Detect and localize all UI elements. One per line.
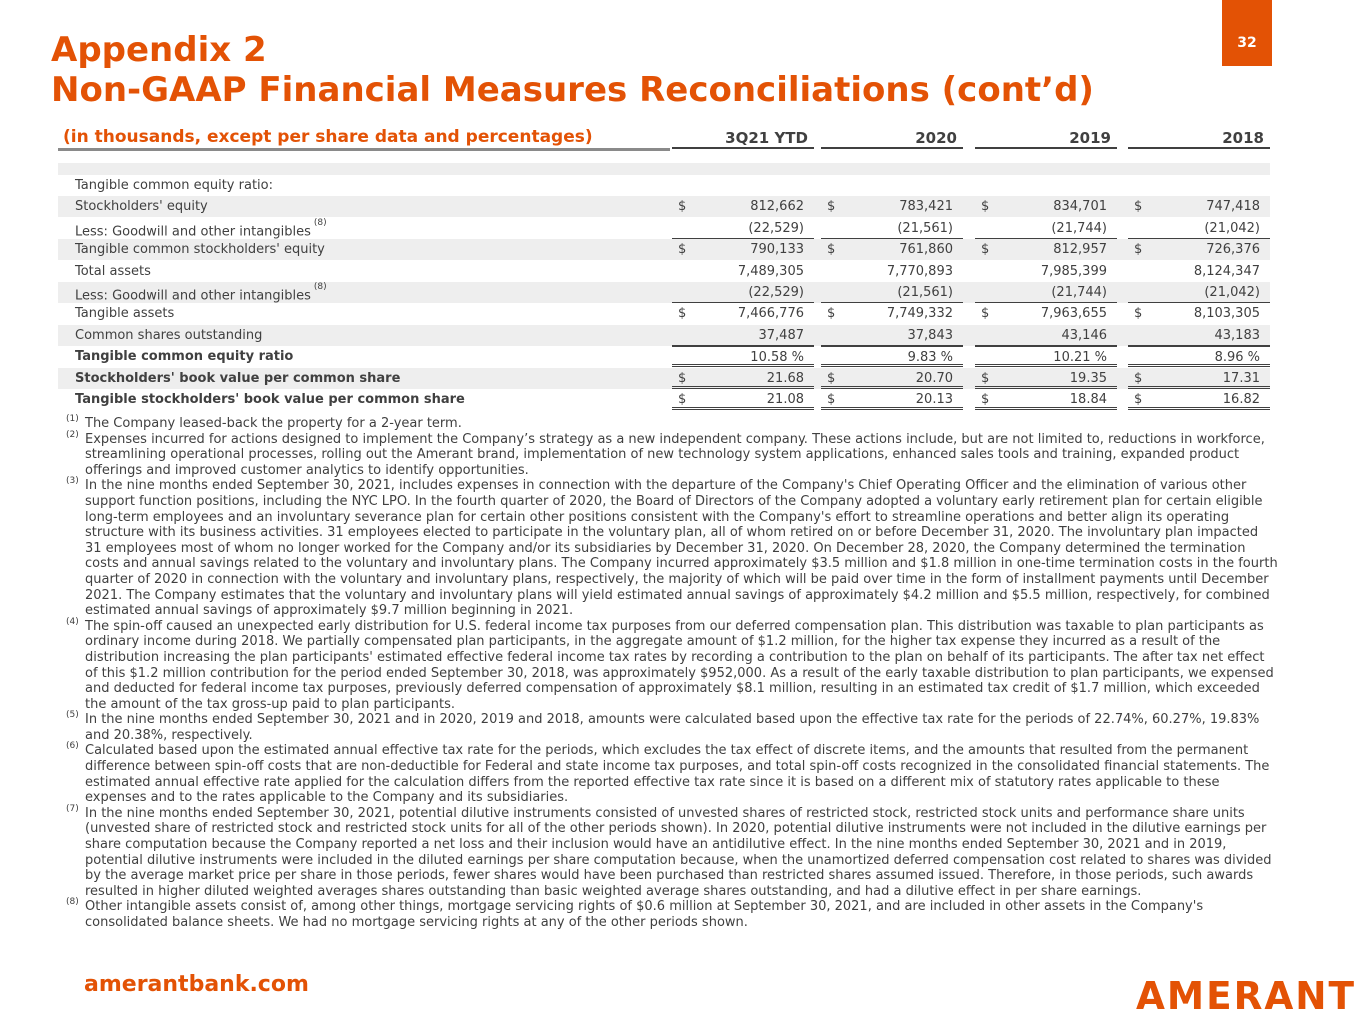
row-label (75, 346, 293, 367)
table-row (58, 261, 1270, 282)
cell-value: 812,957 (1053, 242, 1107, 258)
table-row (58, 346, 1270, 367)
table-cell (672, 196, 814, 217)
footnote-text: Expenses incurred for actions designed to implement the Company’s strategy as a new independent company. These actions include, but are not limited to, reductions in workforce, streamlining operational processes, rolling out the Amerant brand, implementation of new technology system applications, enhanced sales tools and training, expanded product offerings and improved customer analytics to identify opportunities. (85, 431, 1265, 478)
table-cell (1128, 325, 1270, 346)
page-title (51, 30, 1094, 110)
table-spacer-band (58, 163, 1270, 175)
table-row (58, 218, 1270, 239)
table-cell (1128, 261, 1270, 282)
page-number-badge: 32 (1222, 0, 1272, 66)
cell-value: (21,744) (1051, 220, 1107, 236)
table-cell (975, 218, 1117, 239)
currency-symbol: $ (827, 306, 836, 322)
table-cell (1128, 389, 1270, 410)
table-cell (821, 196, 963, 217)
cell-value: 9.83 % (907, 350, 953, 366)
table-cell (1128, 303, 1270, 324)
currency-symbol: $ (1134, 370, 1143, 386)
currency-symbol: $ (1134, 306, 1143, 322)
cell-value: 7,466,776 (737, 306, 804, 322)
table-cell (1128, 346, 1270, 367)
cell-value: 10.58 % (750, 350, 804, 366)
table-cell (1128, 218, 1270, 239)
cell-value: 19.35 (1069, 370, 1107, 386)
currency-symbol: $ (678, 370, 687, 386)
table-cell (975, 346, 1117, 367)
footnote-marker: (6) (66, 741, 79, 752)
table-cell (821, 389, 963, 410)
table-cell (672, 368, 814, 389)
footnote-marker: (4) (66, 616, 79, 627)
cell-value: 21.68 (766, 370, 804, 386)
cell-value: (21,744) (1051, 285, 1107, 300)
footnote-item (66, 416, 1278, 432)
currency-symbol: $ (678, 199, 687, 215)
currency-symbol: $ (827, 392, 836, 407)
row-label-text: Common shares outstanding (75, 327, 263, 343)
table-row (58, 389, 1270, 410)
subtitle-divider (58, 148, 670, 151)
column-header-2020: 2020 (821, 129, 963, 149)
currency-symbol: $ (981, 242, 990, 258)
cell-value: 783,421 (899, 199, 953, 215)
cell-value: 18.84 (1069, 392, 1107, 407)
table-cell (975, 303, 1117, 324)
table-subtitle: (in thousands, except per share data and percentages) (63, 127, 593, 147)
cell-value: 21.08 (766, 392, 804, 407)
row-label (75, 389, 465, 410)
table-cell (821, 282, 963, 303)
currency-symbol: $ (981, 199, 990, 215)
footnote-text: In the nine months ended September 30, 2021, potential dilutive instruments consisted of unvested shares of restricted stock, restricted stock units and performance share units (unvested share of restricted stock and restricted stock units for all of the other periods shown). In 2020, potential dilutive instruments were not included in the dilutive earnings per share computation because the Company reported a net loss and their inclusion would have an antidilutive effect. In the nine months ended September 30, 2021 and in 2019, potential dilutive instruments were included in the diluted earnings per share computation because, when the unamortized deferred compensation cost related to shares was divided by the average market price per share in those periods, fewer shares would have been purchased than restricted shares assumed issued. Therefore, in those periods, such awards resulted in higher diluted weighted averages shares outstanding than basic weighted average shares outstanding, and had a dilutive effect in per share earnings. (85, 805, 1272, 899)
footnote-text: In the nine months ended September 30, 2021 and in 2020, 2019 and 2018, amounts were calculated based upon the effective tax rate for the periods of 22.74%, 60.27%, 19.83% and 20.38%, respectively. (85, 712, 1260, 743)
currency-symbol: $ (827, 199, 836, 215)
currency-symbol: $ (678, 242, 687, 258)
footnote-marker: (2) (66, 429, 79, 440)
footnote-reference: (8) (313, 282, 327, 292)
footnote-text: Calculated based upon the estimated annual effective tax rate for the periods, which excludes the tax effect of discrete items, and the amounts that resulted from the permanent difference between spin-off costs that are non-deductible for Federal and state income tax purposes, and total spin-off costs recognized in the consolidated financial statements. The estimated annual effective rate applied for the calculation differs from the reported effective tax rate since it is based on a different mix of statutory rates applicable to these expenses and to the rates applicable to the Company and its subsidiaries. (85, 743, 1270, 806)
cell-value: 8,103,305 (1193, 306, 1260, 322)
cell-value: (22,529) (748, 220, 804, 236)
cell-value: 43,146 (1061, 327, 1107, 343)
cell-value: (21,042) (1204, 285, 1260, 300)
row-label-text: Less: Goodwill and other intangibles (75, 288, 311, 304)
footnote-text: The Company leased-back the property for a 2-year term. (85, 416, 462, 431)
table-cell (672, 261, 814, 282)
cell-value: (22,529) (748, 285, 804, 300)
cell-value: (21,561) (897, 285, 953, 300)
cell-value: 761,860 (899, 242, 953, 258)
currency-symbol: $ (827, 242, 836, 258)
table-cell (672, 303, 814, 324)
cell-value: 37,843 (907, 327, 953, 343)
currency-symbol: $ (678, 392, 687, 407)
table-cell (975, 196, 1117, 217)
currency-symbol: $ (981, 306, 990, 322)
table-cell (672, 389, 814, 410)
row-label-text: Total assets (75, 263, 151, 279)
cell-value: 812,662 (750, 199, 804, 215)
currency-symbol: $ (1134, 199, 1143, 215)
footnote-marker: (7) (66, 803, 79, 814)
cell-value: 790,133 (750, 242, 804, 258)
cell-value: 7,963,655 (1040, 306, 1107, 322)
table-cell (1128, 239, 1270, 260)
cell-value: 7,749,332 (886, 306, 953, 322)
row-label-text: Less: Goodwill and other intangibles (75, 224, 311, 240)
row-label (75, 368, 400, 389)
table-cell (821, 218, 963, 239)
amerant-logo (1136, 975, 1358, 1015)
row-label (75, 261, 151, 282)
cell-value: 17.31 (1222, 370, 1260, 386)
row-label-text: Tangible common stockholders' equity (75, 242, 325, 258)
cell-value: (21,042) (1204, 220, 1260, 236)
table-row (58, 368, 1270, 389)
table-cell (672, 218, 814, 239)
row-label-text: Stockholders' equity (75, 199, 208, 215)
table-row (58, 196, 1270, 217)
cell-value: 20.70 (915, 370, 953, 386)
footer-website-link[interactable]: amerantbank.com (84, 972, 309, 997)
table-cell (821, 261, 963, 282)
cell-value: 37,487 (758, 327, 804, 343)
table-row (58, 325, 1270, 346)
table-cell (672, 346, 814, 367)
row-label (75, 325, 262, 346)
cell-value: 834,701 (1053, 199, 1107, 215)
cell-value: 726,376 (1206, 242, 1260, 258)
footnote-item (66, 899, 1278, 930)
footnote-item (66, 712, 1278, 743)
cell-value: 7,985,399 (1040, 263, 1107, 279)
table-cell (975, 368, 1117, 389)
currency-symbol: $ (1134, 242, 1143, 258)
currency-symbol: $ (1134, 392, 1143, 407)
footnote-reference: (8) (313, 217, 327, 228)
cell-value: 7,770,893 (886, 263, 953, 279)
column-header-2018: 2018 (1128, 129, 1270, 149)
currency-symbol: $ (678, 306, 687, 322)
table-cell (975, 282, 1117, 303)
footnote-text: The spin-off caused an unexpected early distribution for U.S. federal income tax purposes from our deferred compensation plan. This distribution was taxable to plan participants as ordinary income during 2018. We partially compensated plan participants, in the aggregate amount of $1.2 million, for the higher tax expense they incurred as a result of the distribution increasing the plan participants' estimated effective federal income tax rates by recording a contribution to the plan on behalf of its participants. The after tax net effect of this $1.2 million contribution for the period ended September 30, 2018, was approximately $952,000. As a result of the early taxable distribution to plan participants, we expensed and deducted for federal income tax purposes, previously deferred compensation of approximately $8.1 million, resulting in an estimated tax credit of $1.7 million, which exceeded the amount of the tax gross-up paid to plan participants. (85, 618, 1274, 712)
row-label (75, 196, 208, 217)
footnote-marker: (5) (66, 710, 79, 721)
cell-value: 8,124,347 (1193, 263, 1260, 279)
footnote-item (66, 743, 1278, 805)
title-line-1: Appendix 2 (51, 30, 267, 70)
row-label-text: Tangible stockholders' book value per common share (75, 392, 465, 407)
row-label-text: Tangible assets (75, 306, 175, 322)
currency-symbol: $ (981, 392, 990, 407)
cell-value: 10.21 % (1053, 350, 1107, 366)
footnote-text: In the nine months ended September 30, 2021, includes expenses in connection with the departure of the Company's Chief Operating Officer and the elimination of various other support function positions, including the NYC LPO. In the fourth quarter of 2020, the Board of Directors of the Company adopted a voluntary early retirement plan for certain eligible long-term employees and an involuntary severance plan for certain other positions consistent with the Company's effort to streamline operations and better align its operating structure with its business activities. 31 employees elected to participate in the voluntary plan, all of whom retired on or before December 31, 2020. The involuntary plan impacted 31 employees most of whom no longer worked for the Company and/or its subsidiaries by December 31, 2020. On December 28, 2020, the Company determined the termination costs and annual savings related to the voluntary and involuntary plans. The Company incurred approximately $3.5 million and $1.8 million in one-time termination costs in the fourth quarter of 2020 in connection with the voluntary and involuntary plans, respectively, the majority of which will be paid over time in the form of installment payments until December 2021. The Company estimates that the voluntary and involuntary plans will yield estimated annual savings of approximately $4.2 million and $5.5 million, respectively, for combined estimated annual savings of approximately $9.7 million beginning in 2021. (85, 478, 1278, 619)
table-row (58, 303, 1270, 324)
currency-symbol: $ (827, 370, 836, 386)
footnote-marker: (8) (66, 897, 79, 908)
cell-value: 16.82 (1222, 392, 1260, 407)
title-line-2: Non-GAAP Financial Measures Reconciliations (cont’d) (51, 70, 1094, 110)
table-cell (821, 239, 963, 260)
footnote-item (66, 803, 1278, 900)
column-header-3q21-ytd: 3Q21 YTD (672, 129, 814, 149)
table-row (58, 239, 1270, 260)
column-header-2019: 2019 (975, 129, 1117, 149)
footnote-marker: (1) (66, 414, 79, 424)
table-cell (821, 303, 963, 324)
table-cell (672, 325, 814, 346)
footnotes (66, 416, 1278, 931)
footnote-item (66, 429, 1278, 479)
row-label-text: Tangible common equity ratio: (75, 178, 273, 193)
table-cell (1128, 196, 1270, 217)
cell-value: 20.13 (915, 392, 953, 407)
row-label (75, 239, 325, 260)
row-label (75, 303, 174, 324)
table-cell (672, 239, 814, 260)
footnote-marker: (3) (66, 476, 79, 487)
table-cell (975, 239, 1117, 260)
table-cell (821, 325, 963, 346)
table-cell (975, 261, 1117, 282)
footnote-item (66, 616, 1278, 713)
table-row (58, 282, 1270, 303)
footnote-item (66, 478, 1278, 618)
table-cell (672, 282, 814, 303)
footnote-text: Other intangible assets consist of, among other things, mortgage servicing rights of $0.6 million at September 30, 2021, and are included in other assets in the Company's consolidated balance sheets. We had no mortgage servicing rights at any of the other periods shown. (85, 899, 1204, 930)
row-label-text: Stockholders' book value per common share (75, 370, 401, 386)
row-label (75, 175, 273, 196)
table-cell (821, 346, 963, 367)
currency-symbol: $ (981, 370, 990, 386)
table-row (58, 175, 1270, 196)
cell-value: 43,183 (1214, 327, 1260, 343)
cell-value: (21,561) (897, 220, 953, 236)
logo-wordmark: AMERANT (1136, 975, 1356, 1015)
table-cell (975, 325, 1117, 346)
cell-value: 8.96 % (1214, 350, 1260, 366)
table-cell (1128, 282, 1270, 303)
table-cell (1128, 368, 1270, 389)
table-cell (975, 389, 1117, 410)
cell-value: 7,489,305 (737, 263, 804, 279)
table-cell (821, 368, 963, 389)
row-label-text: Tangible common equity ratio (75, 349, 294, 365)
cell-value: 747,418 (1206, 199, 1260, 215)
